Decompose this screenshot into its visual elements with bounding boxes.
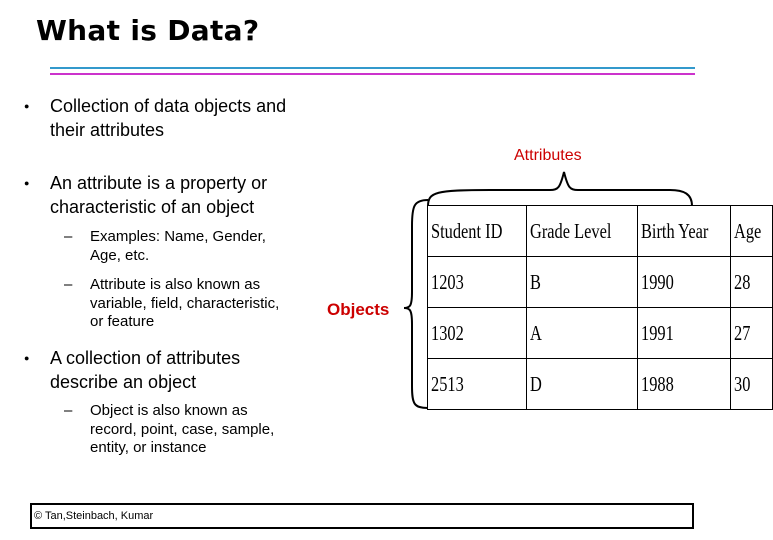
bullet-1-text: Collection of data objects and their attributes [50, 96, 287, 140]
table-cell: 1988 [637, 359, 730, 410]
sub-bullet-object-aka: Object is also known as record, point, case, sample, entity, or instance [90, 402, 275, 456]
table-cell: 1302 [428, 308, 527, 359]
table-header-cell: Student ID [428, 206, 527, 257]
dash-icon: – [64, 276, 73, 293]
footer-copyright: © Tan,Steinbach, Kumar [30, 503, 694, 529]
table-row [428, 257, 773, 308]
bullet-dot-icon: ● [24, 101, 30, 111]
attributes-brace-icon [420, 168, 700, 210]
table-header-cell: Age [731, 206, 773, 257]
slide-title: What is Data? [36, 14, 260, 47]
data-table [427, 205, 773, 410]
dash-icon: – [64, 402, 73, 419]
table-cell: 1990 [637, 257, 730, 308]
table-header-row [428, 206, 773, 257]
table-cell: 2513 [428, 359, 527, 410]
title-rule-bottom [50, 73, 695, 75]
title-rule-top [50, 67, 695, 69]
table-cell: D [526, 359, 637, 410]
bullet-2-text: An attribute is a property or characteristic of an object [50, 173, 268, 217]
table-cell: A [526, 308, 637, 359]
table-cell: 1991 [637, 308, 730, 359]
bullet-dot-icon: ● [24, 353, 30, 363]
dash-icon: – [64, 228, 73, 245]
table-cell: 1203 [428, 257, 527, 308]
table-header-cell: Birth Year [637, 206, 730, 257]
table-cell: 30 [731, 359, 773, 410]
table-header-cell: Grade Level [526, 206, 637, 257]
sub-bullet-examples: Examples: Name, Gender, Age, etc. [90, 228, 266, 264]
table-cell: 28 [731, 257, 773, 308]
table-row [428, 308, 773, 359]
table-cell: B [526, 257, 637, 308]
objects-label: Objects [327, 300, 390, 319]
bullet-3-text: A collection of attributes describe an object [50, 348, 241, 392]
table-cell: 27 [731, 308, 773, 359]
table-row [428, 359, 773, 410]
bullet-dot-icon: ● [24, 178, 30, 188]
sub-bullet-attribute-aka: Attribute is also known as variable, field, characteristic, or feature [90, 276, 280, 330]
attributes-label: Attributes [514, 147, 582, 164]
